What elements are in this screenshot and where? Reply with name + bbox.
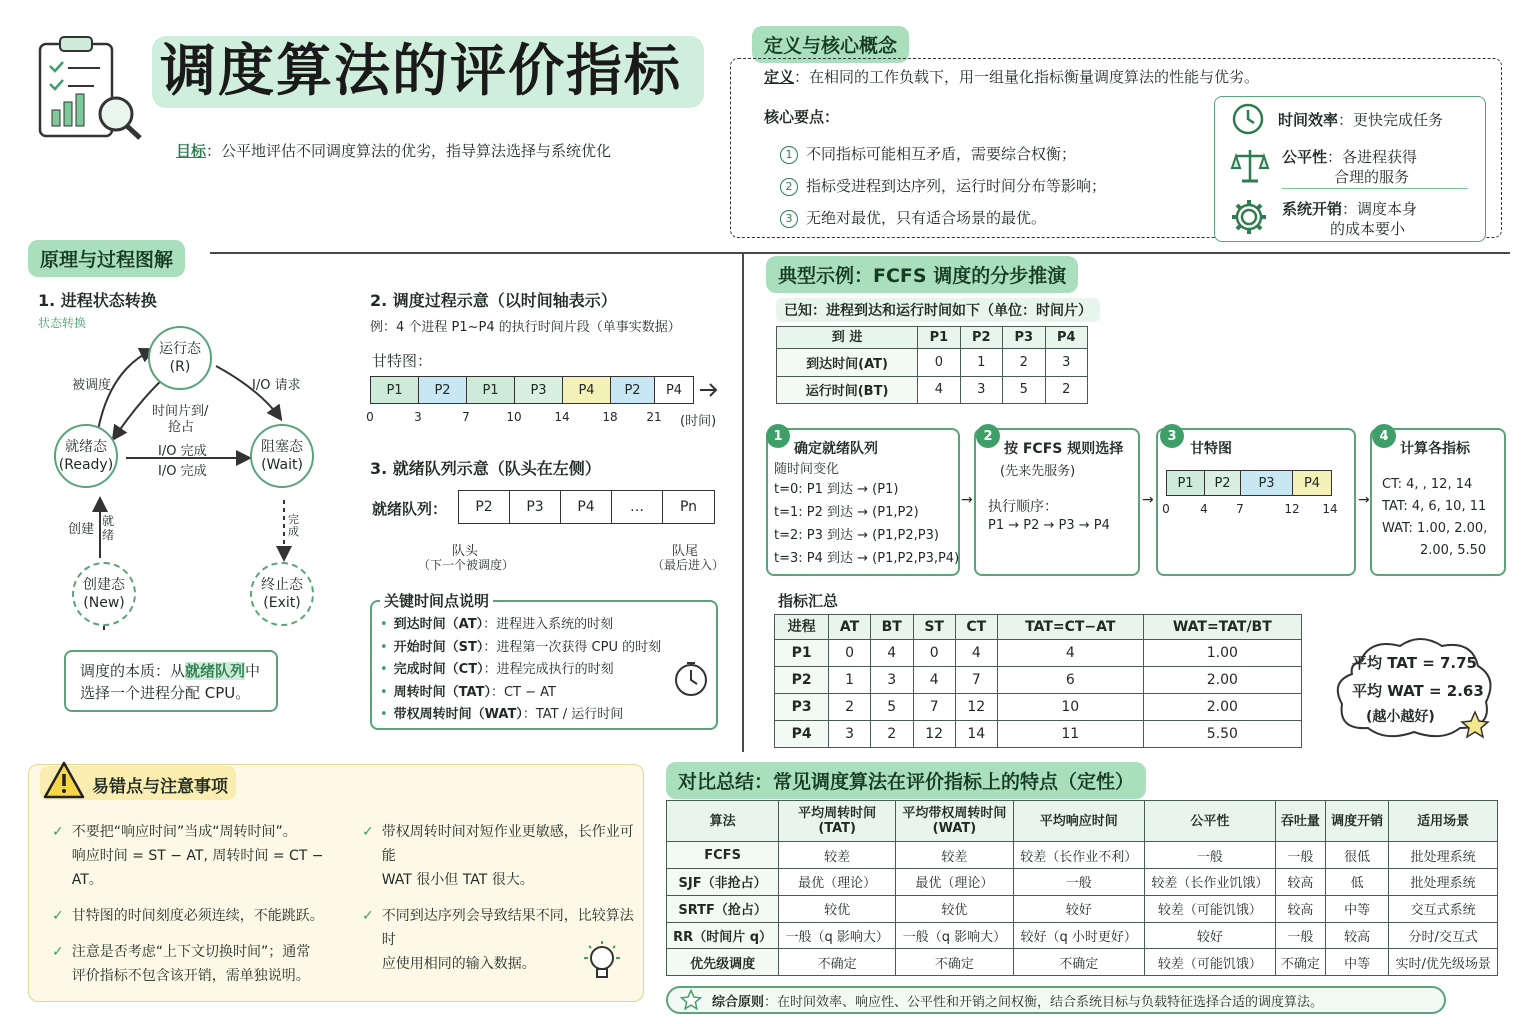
page-title: 调度算法的评价指标 (160, 39, 682, 104)
queue-section-title: 3. 就绪队列示意（队头在左侧） (370, 459, 601, 478)
ct-values: CT: 4, , 12, 14 (1382, 477, 1473, 492)
table-cell: 3 (829, 721, 871, 748)
table-cell: 5.50 (1143, 721, 1301, 748)
step-4-values (1382, 474, 1487, 562)
label-io-done-2: I/O 完成 (158, 464, 207, 479)
table-header-cell: BT (870, 615, 913, 640)
table-cell: 较好 (1013, 895, 1144, 922)
table-row (777, 376, 1088, 404)
keypoint-item: • 周转时间（TAT）：CT − AT (380, 684, 556, 700)
aspect-overhead-text2: 的成本要小 (1330, 220, 1406, 238)
table-cell: SJF（非抢占） (667, 869, 779, 896)
table-cell: 4 (918, 376, 960, 404)
state-ready-name: 就绪态 (65, 439, 107, 455)
note-text-a: 调度的本质：从 (80, 662, 186, 680)
table-cell: 不确定 (779, 949, 896, 976)
section-title-compare: 对比总结：常见调度算法在评价指标上的特点（定性） (666, 762, 1146, 799)
table-cell: 4 (870, 640, 913, 667)
goal-line (176, 140, 611, 161)
clipboard-chart-icon (34, 34, 144, 142)
table-header-row (775, 615, 1302, 640)
step-arrow: → (1142, 492, 1154, 508)
ready-queue-step: t=2: P3 到达 → (P1,P2,P3) (774, 528, 939, 543)
step-1-lines (774, 478, 959, 570)
state-exit-code: (Exit) (263, 595, 301, 611)
avg-note: (越小越好) (1366, 709, 1435, 725)
core-point (780, 170, 1106, 202)
example-given: 已知：进程到达和运行时间如下（单位：时间片） (776, 298, 1100, 322)
gantt-tick: 10 (506, 410, 522, 424)
table-cell: 2 (829, 694, 871, 721)
gantt-tick: 14 (1322, 502, 1338, 516)
clock-icon (1230, 102, 1266, 136)
queue-cell: … (612, 491, 663, 523)
table-header-cell: 算法 (667, 801, 779, 842)
table-cell: 较差（可能饥饿） (1144, 949, 1275, 976)
table-cell: 2 (870, 721, 913, 748)
compare-table (666, 800, 1498, 976)
gantt-tick: 21 (646, 410, 662, 424)
table-cell: 12 (913, 721, 955, 748)
gantt-tick: 12 (1284, 502, 1300, 516)
table-cell: 一般 (1275, 842, 1325, 869)
pitfall-item: ✓ 不要把“响应时间”当成“周转时间”。 响应时间 = ST − AT, 周转时间 = CT − AT。 (52, 820, 352, 892)
label-create: 创建 (68, 522, 95, 537)
fcfs-gantt-ticks (1162, 502, 1338, 518)
star-icon (680, 989, 702, 1011)
table-cell: 中等 (1325, 895, 1388, 922)
table-row (667, 869, 1498, 896)
check-icon: ✓ (362, 824, 374, 840)
table-cell: 1 (960, 349, 1002, 377)
state-running-name: 运行态 (159, 341, 201, 357)
pitfalls-title: 易错点与注意事项 (92, 777, 228, 797)
queue-head-note: （下一个被调度） (418, 558, 515, 572)
state-wait (250, 424, 314, 488)
gantt-segment: P4 (655, 377, 693, 403)
pitfalls-left (52, 820, 352, 988)
table-header-cell: 吞吐量 (1275, 801, 1325, 842)
table-cell: 一般 (1275, 922, 1325, 949)
arrow-right-icon (700, 380, 720, 400)
table-cell: 1.00 (1143, 640, 1301, 667)
table-row (777, 349, 1088, 377)
table-cell: 12 (955, 694, 997, 721)
table-cell: 较差 (779, 842, 896, 869)
gantt-chart (370, 376, 694, 404)
table-row (667, 842, 1498, 869)
lightbulb-icon (580, 940, 624, 986)
table-header-cell: AT (829, 615, 871, 640)
queue-head: 队头 (452, 544, 479, 559)
table-header-cell: 平均周转时间 (TAT) (779, 801, 896, 842)
gantt-example: 例：4 个进程 P1~P4 的执行时间片段（单事实数据） (370, 320, 681, 335)
table-cell: 2 (1003, 349, 1045, 377)
state-running-code: (R) (169, 359, 191, 375)
number-3-icon: 3 (780, 210, 798, 228)
table-row (775, 667, 1302, 694)
pitfall-item: ✓ 不同到达序列会导致结果不同，比较算法时 应使用相同的输入数据。 (362, 904, 638, 976)
aspect-divider (1282, 188, 1468, 189)
core-points-list (780, 138, 1106, 234)
table-cell: 较好（q 小时更好） (1013, 922, 1144, 949)
keypoint-item: • 到达时间（AT）：进程进入系统的时刻 (380, 617, 614, 632)
section-title-definition: 定义与核心概念 (752, 26, 909, 63)
wat-values: WAT: 1.00, 2.00, (1382, 521, 1488, 536)
state-ready (54, 424, 118, 488)
table-cell: 4 (997, 640, 1143, 667)
step-3-title: 甘特图 (1190, 441, 1232, 457)
state-exit-name: 终止态 (261, 577, 303, 593)
section-title-example: 典型示例：FCFS 调度的分步推演 (766, 256, 1078, 293)
table-cell: 一般（q 影响大） (779, 922, 896, 949)
gantt-ticks (366, 410, 700, 426)
aspect-overhead-text: ：调度本身 (1342, 200, 1418, 218)
table-cell: 较差（长作业不利） (1013, 842, 1144, 869)
warning-icon (42, 760, 86, 800)
table-header-cell: 公平性 (1144, 801, 1275, 842)
state-running (148, 326, 212, 390)
check-icon: ✓ (52, 944, 64, 960)
table-cell: 较高 (1275, 895, 1325, 922)
table-cell: 很低 (1325, 842, 1388, 869)
gantt-tick: 4 (1200, 502, 1208, 516)
table-row (667, 922, 1498, 949)
table-cell: 较高 (1275, 869, 1325, 896)
step-1-title: 确定就绪队列 (794, 441, 878, 457)
gantt-tick: 7 (462, 410, 470, 424)
definition-line (764, 66, 1259, 87)
table-cell: 批处理系统 (1389, 842, 1498, 869)
table-cell: 14 (955, 721, 997, 748)
table-header-cell: P2 (960, 327, 1002, 349)
state-diagram-title: 1. 进程状态转换 (38, 291, 157, 310)
gantt-segment: P2 (419, 377, 467, 403)
step-2-sub: (先来先服务) (1000, 464, 1076, 479)
step-1-sub: 随时间变化 (774, 462, 840, 477)
table-header-cell: CT (955, 615, 997, 640)
gantt-tick: 3 (414, 410, 422, 424)
step-4-number: 4 (1372, 424, 1396, 448)
keypoint-item: • 完成时间（CT）：进程完成执行的时刻 (380, 662, 614, 677)
table-cell: P1 (775, 640, 829, 667)
table-row (775, 640, 1302, 667)
gantt-tick: 18 (602, 410, 618, 424)
ready-queue-step: t=0: P1 到达 → (P1) (774, 482, 899, 497)
queue-cell: P2 (459, 491, 510, 523)
table-header-cell: ST (913, 615, 955, 640)
gantt-segment: P1 (467, 377, 515, 403)
queue-label: 就绪队列： (372, 500, 448, 518)
goal-label: 目标 (176, 142, 207, 160)
gantt-segment: P1 (1167, 471, 1205, 495)
gantt-tick: 14 (554, 410, 570, 424)
label-finish: 完成 (288, 513, 299, 538)
gear-icon (1230, 198, 1268, 236)
table-cell: P4 (775, 721, 829, 748)
table-cell: 不确定 (1013, 949, 1144, 976)
principle-label: 综合原则 (712, 994, 765, 1010)
table-cell: 到达时间(AT) (777, 349, 918, 377)
table-cell: 分时/交互式 (1389, 922, 1498, 949)
table-header-row (777, 327, 1088, 349)
gantt-unit: (时间) (680, 414, 717, 429)
table-cell: 7 (913, 694, 955, 721)
divider-vertical (742, 252, 744, 752)
header-illustration (34, 34, 144, 142)
check-icon: ✓ (52, 824, 64, 840)
table-cell: 0 (913, 640, 955, 667)
table-cell: 优先级调度 (667, 949, 779, 976)
table-header-cell: 适用场景 (1389, 801, 1498, 842)
keypoint-item: • 开始时间（ST）：进程第一次获得 CPU 的时刻 (380, 639, 662, 655)
definition-text: ：在相同的工作负载下，用一组量化指标衡量调度算法的性能与优劣。 (794, 68, 1260, 86)
table-cell: 一般（q 影响大） (896, 922, 1014, 949)
step-2-order: P1 → P2 → P3 → P4 (988, 518, 1110, 533)
step-2-order-label: 执行顺序： (988, 499, 1058, 515)
table-header-cell: 到 进 (777, 327, 918, 349)
divider-horizontal (210, 252, 1510, 254)
stopwatch-icon (672, 660, 710, 698)
label-preempt: 抢占 (168, 420, 195, 435)
table-cell: 0 (829, 640, 871, 667)
ready-queue-step: t=3: P4 到达 → (P1,P2,P3,P4) (774, 551, 960, 566)
queue-cell: P3 (510, 491, 561, 523)
keypoints-title: 关键时间点说明 (380, 590, 493, 611)
table-header-cell: 调度开销 (1325, 801, 1388, 842)
gantt-segment: P4 (1293, 471, 1331, 495)
table-header-cell: 平均响应时间 (1013, 801, 1144, 842)
gantt-segment: P2 (611, 377, 655, 403)
star-icon (1460, 710, 1490, 740)
gantt-tick: 7 (1236, 502, 1244, 516)
ready-queue (458, 490, 715, 524)
pitfall-item: ✓ 带权周转时间对短作业更敏感，长作业可能 WAT 很小但 TAT 很大。 (362, 820, 638, 892)
check-icon: ✓ (52, 908, 64, 924)
table-row (667, 949, 1498, 976)
table-cell: 不确定 (1275, 949, 1325, 976)
label-io-request: I/O 请求 (252, 378, 301, 393)
aspect-fairness-text: ：各进程获得 (1327, 148, 1418, 166)
scheduling-essence-note (64, 650, 278, 712)
definition-label: 定义 (764, 68, 795, 86)
queue-tail: 队尾 (672, 544, 699, 559)
step-2-number: 2 (976, 424, 1000, 448)
table-cell: 5 (1003, 376, 1045, 404)
table-cell: 2.00 (1143, 667, 1301, 694)
table-cell: 较好 (1144, 922, 1275, 949)
table-cell: 一般 (1013, 869, 1144, 896)
note-text-b: 中 (245, 662, 261, 680)
step-4-title: 计算各指标 (1400, 441, 1470, 457)
table-cell: 实时/优先级场景 (1389, 949, 1498, 976)
table-header-cell: 平均带权周转时间 (WAT) (896, 801, 1014, 842)
state-new-name: 创建态 (83, 577, 125, 593)
table-cell: 最优（理论） (779, 869, 896, 896)
aspect-time-label: 时间效率 (1278, 110, 1339, 129)
table-cell: 较差 (896, 842, 1014, 869)
table-cell: 低 (1325, 869, 1388, 896)
avg-wat: 平均 WAT = 2.63 (1352, 682, 1484, 700)
state-new-code: (New) (83, 595, 125, 611)
gantt-segment: P4 (563, 377, 611, 403)
table-cell: P2 (775, 667, 829, 694)
summary-table (774, 614, 1302, 748)
gantt-segment: P3 (1241, 471, 1293, 495)
table-cell: 3 (960, 376, 1002, 404)
core-point-text: 不同指标可能相互矛盾，需要综合权衡； (806, 145, 1077, 163)
table-cell: 7 (955, 667, 997, 694)
label-io-done-1: I/O 完成 (158, 444, 207, 459)
table-cell: 2 (1045, 376, 1088, 404)
wat-values-cont: 2.00, 5.50 (1420, 543, 1487, 558)
queue-tail-note: （最后进入） (652, 558, 725, 572)
table-cell: SRTF（抢占） (667, 895, 779, 922)
pitfall-item: ✓ 注意是否考虑“上下文切换时间”；通常 评价指标不包含该开销，需单独说明。 (52, 940, 352, 988)
table-cell: 批处理系统 (1389, 869, 1498, 896)
table-cell: 10 (997, 694, 1143, 721)
table-header-row (667, 801, 1498, 842)
avg-tat: 平均 TAT = 7.75 (1352, 654, 1477, 672)
summary-title: 指标汇总 (778, 592, 839, 610)
aspect-time (1230, 102, 1443, 136)
state-wait-name: 阻塞态 (261, 439, 303, 455)
principle-text: ：在时间效率、响应性、公平性和开销之间权衡，结合系统目标与负载特征选择合适的调度算法。 (764, 994, 1324, 1010)
gantt-segment: P1 (371, 377, 419, 403)
table-cell: 4 (955, 640, 997, 667)
gantt-section-title: 2. 调度过程示意（以时间轴表示） (370, 291, 617, 310)
balance-scale-icon (1230, 146, 1270, 186)
step-2-title: 按 FCFS 规则选择 (1004, 441, 1124, 457)
gantt-label: 甘特图： (372, 352, 433, 370)
step-3-number: 3 (1160, 424, 1184, 448)
state-diagram-subtitle: 状态转换 (38, 316, 87, 330)
state-new (72, 562, 136, 626)
table-row (667, 895, 1498, 922)
label-scheduled: 被调度 (72, 378, 112, 393)
table-cell: 不确定 (896, 949, 1014, 976)
number-1-icon: 1 (780, 146, 798, 164)
table-cell: 3 (870, 667, 913, 694)
step-arrow: → (1358, 492, 1370, 508)
table-header-cell: P3 (1003, 327, 1045, 349)
table-cell: P3 (775, 694, 829, 721)
table-cell: 2.00 (1143, 694, 1301, 721)
note-text-line2: 选择一个进程分配 CPU。 (80, 684, 251, 702)
ready-queue-step: t=1: P2 到达 → (P1,P2) (774, 505, 919, 520)
goal-text: ：公平地评估不同调度算法的优劣，指导算法选择与系统优化 (206, 142, 612, 160)
aspect-fairness-text2: 合理的服务 (1334, 168, 1410, 186)
core-point (780, 138, 1106, 170)
table-cell: 0 (918, 349, 960, 377)
state-exit (250, 562, 314, 626)
aspect-overhead-label: 系统开销 (1282, 200, 1343, 218)
table-cell: 运行时间(BT) (777, 376, 918, 404)
table-cell: 一般 (1144, 842, 1275, 869)
tat-values: TAT: 4, 6, 10, 11 (1382, 499, 1487, 514)
given-table (776, 326, 1088, 404)
table-cell: 中等 (1325, 949, 1388, 976)
table-cell: 4 (913, 667, 955, 694)
step-1-number: 1 (766, 424, 790, 448)
table-cell: 较优 (779, 895, 896, 922)
table-header-cell: WAT=TAT/BT (1143, 615, 1301, 640)
gantt-tick: 0 (1162, 502, 1170, 516)
queue-cell: Pn (679, 499, 698, 515)
table-header-cell: P4 (1045, 327, 1088, 349)
section-title-principle: 原理与过程图解 (28, 240, 185, 277)
gantt-segment: P2 (1205, 471, 1241, 495)
pitfall-item: ✓ 甘特图的时间刻度必须连续，不能跳跃。 (52, 904, 352, 928)
check-icon: ✓ (362, 908, 374, 924)
core-point-text: 指标受进程到达序列，运行时间分布等影响； (806, 177, 1107, 195)
table-cell: 较差（可能饥饿） (1144, 895, 1275, 922)
table-header-cell: 进程 (775, 615, 829, 640)
note-highlight: 就绪队列 (185, 662, 246, 680)
gantt-tick: 0 (366, 410, 374, 424)
label-ready-side: 就绪 (102, 514, 115, 542)
number-2-icon: 2 (780, 178, 798, 196)
table-header-cell: P1 (918, 327, 960, 349)
keypoints-list (380, 614, 661, 727)
core-points-title: 核心要点： (764, 108, 840, 126)
core-point (780, 202, 1106, 234)
step-arrow: → (961, 492, 973, 508)
table-row (775, 694, 1302, 721)
table-header-cell: TAT=CT−AT (997, 615, 1143, 640)
table-cell: 较差（长作业饥饿） (1144, 869, 1275, 896)
table-cell: 交互式系统 (1389, 895, 1498, 922)
keypoint-item: • 带权周转时间（WAT）：TAT / 运行时间 (380, 707, 624, 722)
queue-cell: P4 (561, 491, 612, 523)
principle-banner (666, 986, 1446, 1014)
aspect-time-text: ：更快完成任务 (1338, 110, 1444, 129)
table-cell: 5 (870, 694, 913, 721)
table-cell: 1 (829, 667, 871, 694)
state-ready-code: (Ready) (58, 457, 114, 473)
table-cell: 11 (997, 721, 1143, 748)
table-cell: 较优 (896, 895, 1014, 922)
fcfs-gantt-chart (1166, 470, 1332, 496)
table-row (775, 721, 1302, 748)
label-timeslice: 时间片到/ (152, 404, 209, 419)
table-cell: 6 (997, 667, 1143, 694)
core-point-text: 无绝对最优，只有适合场景的最优。 (806, 209, 1047, 227)
aspect-fairness-label: 公平性 (1282, 148, 1328, 166)
gantt-segment: P3 (515, 377, 563, 403)
table-cell: RR（时间片 q） (667, 922, 779, 949)
table-cell: 最优（理论） (896, 869, 1014, 896)
table-cell: 3 (1045, 349, 1088, 377)
table-cell: 较高 (1325, 922, 1388, 949)
table-cell: FCFS (667, 842, 779, 869)
state-wait-code: (Wait) (261, 457, 303, 473)
